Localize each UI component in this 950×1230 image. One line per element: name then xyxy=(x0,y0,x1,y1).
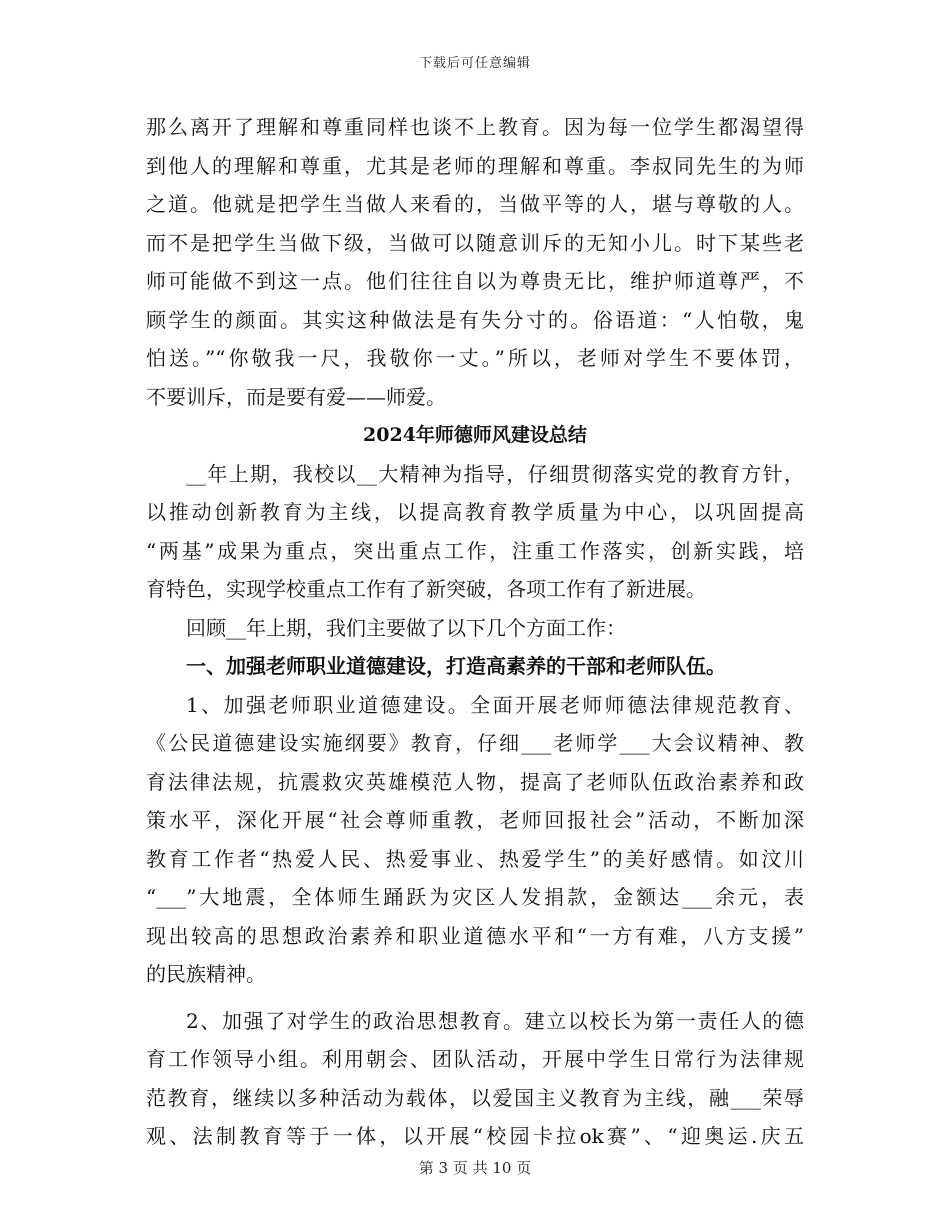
paragraph-gap xyxy=(146,994,804,1002)
text-line: 之道。他就是把学生当做人来看的，当做平等的人，堪与尊敬的人。 xyxy=(146,192,804,216)
text-line: __年上期，我校以__大精神为指导，仔细贯彻落实党的教育方针， xyxy=(186,461,804,486)
text-line: 1、加强老师职业道德建设。全面开展老师师德法律规范教育、 xyxy=(186,692,804,717)
paragraph-1 xyxy=(146,455,804,609)
text-line: 育法律法规，抗震救灾英雄模范人物，提高了老师队伍政治素养和政 xyxy=(146,769,804,794)
item-1-paragraph xyxy=(146,686,804,994)
text-line: 而不是把学生当做下级，当做可以随意训斥的无知小儿。时下某些老 xyxy=(146,230,804,255)
item-2-paragraph xyxy=(146,1002,804,1156)
text-line: 的民族精神。 xyxy=(146,962,266,986)
text-line: 育工作领导小组。利用朝会、团队活动，开展中学生日常行为法律规 xyxy=(146,1047,804,1071)
text-line: “___”大地震，全体师生踊跃为灾区人发捐款，金额达___余元，表 xyxy=(146,885,804,909)
paragraph-2 xyxy=(146,609,804,648)
text-line: 那么离开了理解和尊重同样也谈不上教育。因为每一位学生都渴望得 xyxy=(146,115,804,139)
text-line: 到他人的理解和尊重，尤其是老师的理解和尊重。李叔同先生的为师 xyxy=(146,153,804,178)
text-line: 策水平，深化开展“社会尊师重教，老师回报社会”活动，不断加深 xyxy=(146,808,804,832)
text-line: 育特色，实现学校重点工作有了新突破，各项工作有了新进展。 xyxy=(146,577,706,601)
page-number: 第 3 页 共 10 页 xyxy=(418,1159,532,1177)
section-heading: 一、加强老师职业道德建设，打造高素养的干部和老师队伍。 xyxy=(186,654,726,678)
text-line: 现出较高的思想政治素养和职业道德水平和“一方有难，八方支援” xyxy=(146,923,804,948)
intro-paragraph xyxy=(146,108,804,416)
text-line: 怕送。”“你敬我一尺，我敬你一丈。”所以，老师对学生不要体罚， xyxy=(146,346,804,370)
page-header: 下载后可任意编辑 xyxy=(418,56,531,71)
text-line: 2、加强了对学生的政治思想教育。建立以校长为第一责任人的德 xyxy=(186,1008,804,1033)
text-line: 回顾__年上期，我们主要做了以下几个方面工作： xyxy=(186,615,626,640)
text-line: 范教育，继续以多种活动为载体，以爱国主义教育为主线，融___荣辱 xyxy=(146,1085,804,1110)
text-line: “两基”成果为重点，突出重点工作，注重工作落实，创新实践，培 xyxy=(146,538,804,563)
text-line: 顾学生的颜面。其实这种做法是有失分寸的。俗语道：“人怕敬，鬼 xyxy=(146,307,804,332)
text-line: 以推动创新教育为主线，以提高教育教学质量为中心，以巩固提高 xyxy=(146,500,804,524)
text-line: 教育工作者“热爱人民、热爱事业、热爱学生”的美好感情。如汶川 xyxy=(146,846,804,871)
text-line: 《公民道德建设实施纲要》教育，仔细___老师学___大会议精神、教 xyxy=(146,731,804,755)
document-title: 2024年师德师风建设总结 xyxy=(363,424,587,446)
text-line: 观、法制教育等于一体，以开展“校园卡拉ok赛”、“迎奥运.庆五 xyxy=(146,1124,804,1148)
document-body xyxy=(146,108,804,1156)
text-line: 不要训斥，而是要有爱——师爱。 xyxy=(146,384,446,409)
text-line: 师可能做不到这一点。他们往往自以为尊贵无比，维护师道尊严，不 xyxy=(146,269,804,293)
